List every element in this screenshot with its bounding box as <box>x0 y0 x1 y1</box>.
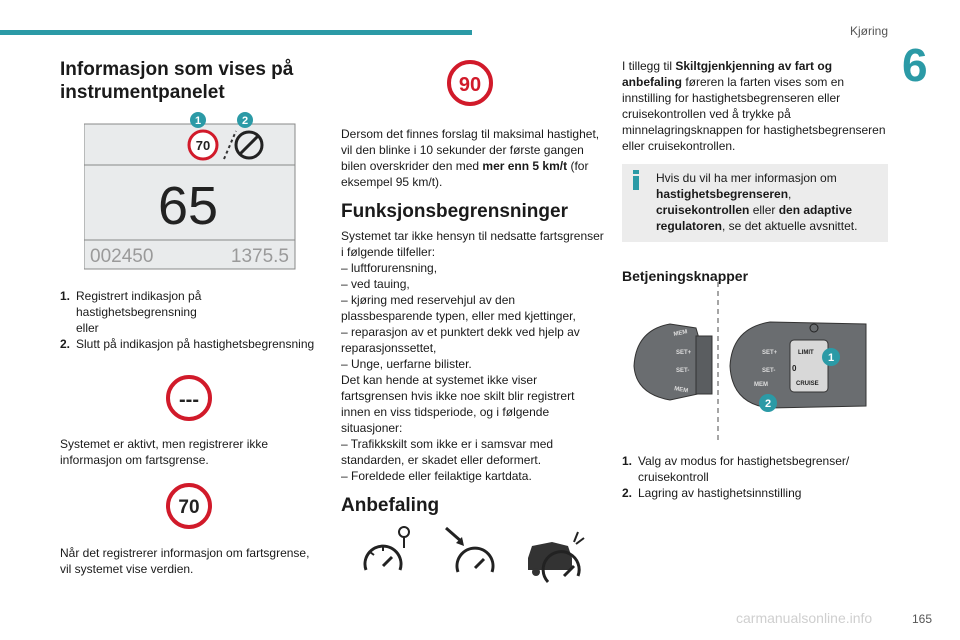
list-item: 2. Lagring av hastighetsinnstilling <box>622 486 802 500</box>
svg-text:1: 1 <box>827 352 835 364</box>
list-item: – Foreldede eller feilaktige kartdata. <box>341 469 532 483</box>
svg-text:---: --- <box>179 389 199 411</box>
steering-stalk-illustration <box>630 282 886 442</box>
svg-text:90: 90 <box>458 74 482 96</box>
svg-text:MEM: MEM <box>673 386 689 395</box>
col1-paragraph-2: Når det registrerer informasjon om fartsgrense, vil systemet vise verdien. <box>60 546 310 576</box>
col2-paragraph-1: Dersom det finnes forslag til maksimal hastighet, vil den blinke i 10 sekunder der første gangen bilen overskrider den med mer enn 5 km/t (for eksempel 95 km/t). <box>341 127 600 189</box>
col2-paragraph-2: Det kan hende at systemet ikke viser fartsgrensen hvis ikke noe skilt blir registrert innen en viss tidsperiode, og i følgende situasjoner: <box>341 373 575 435</box>
list-item: – Unge, uerfarne bilister. <box>341 357 472 371</box>
list-item: – ved tauing, <box>341 277 410 291</box>
list-item: – Trafikkskilt som ikke er i samsvar med standarden, er skadet eller deformert. <box>341 437 554 467</box>
svg-text:LIMIT: LIMIT <box>798 350 814 356</box>
list-item: 1. Valg av modus for hastighetsbegrenser/ cruisekontroll <box>622 454 850 484</box>
speed-limit-70-sign-icon <box>164 481 214 531</box>
svg-text:CRUISE: CRUISE <box>796 381 819 387</box>
svg-text:SET-: SET- <box>762 368 776 374</box>
svg-text:SET+: SET+ <box>762 350 778 356</box>
section-title: Kjøring <box>849 24 888 38</box>
svg-text:2: 2 <box>764 398 772 410</box>
col3-numbered-list <box>622 453 888 501</box>
list-item: – reparasjon av et punktert dekk ved hjelp av reparasjonssettet, <box>341 325 580 355</box>
no-limit-sign-icon <box>164 373 214 423</box>
svg-text:MEM: MEM <box>754 382 768 388</box>
speed-dial-with-arrow-icon <box>446 528 493 572</box>
recommendation-heading: Anbefaling <box>341 495 440 516</box>
recommendation-icons <box>360 524 600 584</box>
info-text: Hvis du vil ha mer informasjon om hastighetsbegrenseren, cruisekontrollen eller den adaptive regulatoren, se det aktuelle avsnittet. <box>656 171 858 233</box>
chapter-number: 6 <box>902 39 928 91</box>
speed-dial-with-pin-icon <box>365 527 409 570</box>
info-icon <box>632 170 640 190</box>
svg-text:MEM: MEM <box>673 329 689 338</box>
situations-list <box>341 436 605 484</box>
svg-text:2: 2 <box>241 115 249 127</box>
speed-limit-90-sign-icon <box>444 57 496 109</box>
watermark: carmanualsonline.info <box>736 610 873 626</box>
column-3 <box>622 58 888 284</box>
limitations-heading: Funksjonsbegrensninger <box>341 201 568 222</box>
page-number: 165 <box>911 612 932 626</box>
cluster-sign-value: 70 <box>195 138 211 153</box>
col1-numbered-list <box>60 288 322 352</box>
stalk-right <box>730 322 866 408</box>
limitations-list <box>341 260 605 372</box>
cluster-speed: 65 <box>157 176 219 236</box>
col1-paragraph-1: Systemet er aktivt, men registrerer ikke informasjon om fartsgrense. <box>60 437 269 467</box>
col3-paragraph-1: I tillegg til Skiltgjenkjenning av fart og anbefaling føreren la farten vises som en innstilling for hastighetsbegrenseren eller cruisekontrollen ved å trykke på minnelagringsknappen for hastighetsbegrenseren eller cruisekontrollen. <box>622 59 886 153</box>
cluster-odometer: 002450 <box>90 246 154 267</box>
header-accent-bar <box>0 30 472 35</box>
cluster-trip: 1375.5 <box>230 246 289 267</box>
info-box <box>622 164 888 242</box>
svg-text:SET-: SET- <box>676 368 690 374</box>
list-item: 1. Registrert indikasjon på hastighetsbegrensning eller <box>60 289 202 335</box>
car-with-speed-dial-icon <box>528 532 584 582</box>
col1-title: Informasjon som vises på instrumentpanelet <box>60 59 294 103</box>
instrument-cluster-illustration <box>84 112 296 270</box>
svg-text:1: 1 <box>194 115 202 127</box>
col2-intro: Systemet tar ikke hensyn til nedsatte fartsgrenser i følgende tilfeller: <box>341 229 604 259</box>
list-item: – kjøring med reservehjul av den plassbesparende typen, eller med kjettinger, <box>341 293 576 323</box>
column-2 <box>341 126 605 514</box>
controls-heading: Betjeningsknapper <box>622 268 749 284</box>
svg-text:70: 70 <box>178 497 200 518</box>
column-1 <box>60 58 320 104</box>
stalk-mem-left <box>634 324 712 400</box>
list-item: 2. Slutt på indikasjon på hastighetsbegrensning <box>60 337 315 351</box>
svg-text:0: 0 <box>792 364 797 373</box>
list-item: – luftforurensning, <box>341 261 438 275</box>
svg-text:SET+: SET+ <box>676 350 692 356</box>
